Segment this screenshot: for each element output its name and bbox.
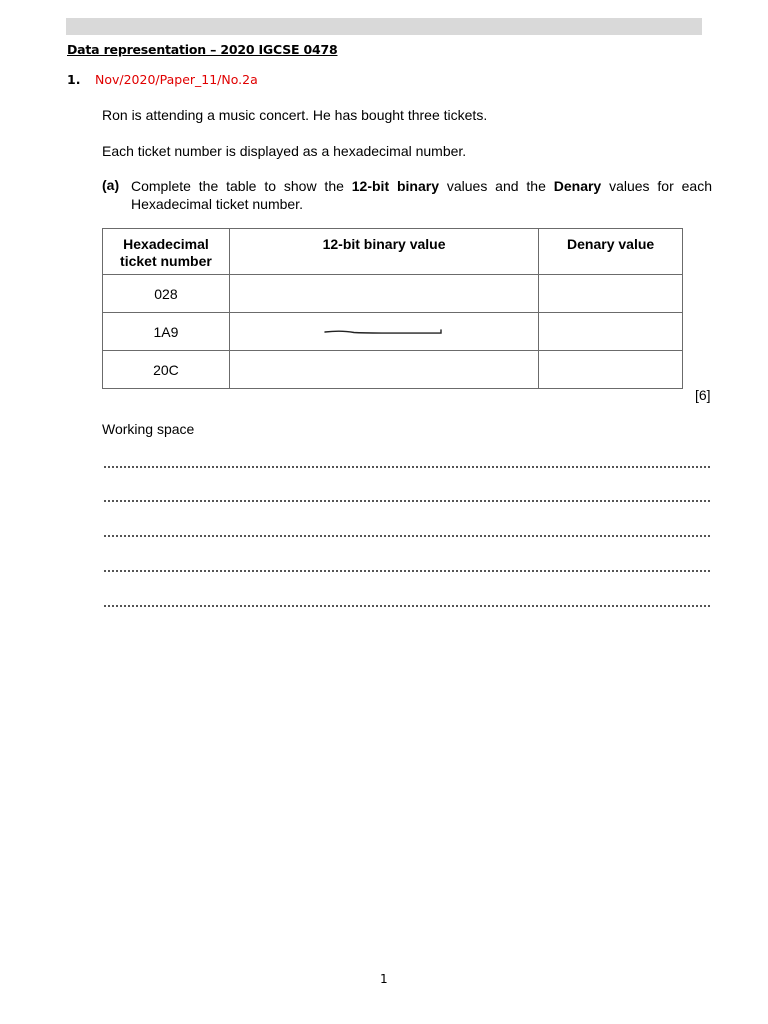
instruction-bold-binary: 12-bit binary xyxy=(351,178,439,194)
working-space-label: Working space xyxy=(102,421,195,437)
question-number: 1. xyxy=(67,72,81,87)
denary-answer-cell[interactable] xyxy=(539,351,683,389)
binary-answer-cell[interactable] xyxy=(229,313,538,351)
denary-answer-cell[interactable] xyxy=(539,275,683,313)
hex-cell: 1A9 xyxy=(103,313,230,351)
binary-answer-cell[interactable] xyxy=(229,275,538,313)
part-label: (a) xyxy=(102,177,120,193)
question-reference: Nov/2020/Paper_11/No.2a xyxy=(95,72,258,87)
header-hex xyxy=(103,229,230,275)
table-row xyxy=(103,313,683,351)
document-heading: Data representation – 2020 IGCSE 0478 xyxy=(67,42,338,57)
denary-answer-cell[interactable] xyxy=(539,313,683,351)
working-line[interactable] xyxy=(104,500,710,502)
table-row xyxy=(103,351,683,389)
hex-cell: 20C xyxy=(103,351,230,389)
marks-label: [6] xyxy=(695,387,711,403)
header-binary: 12-bit binary value xyxy=(229,229,538,275)
instruction-bold-denary: Denary xyxy=(553,178,602,194)
pen-scribble-mark xyxy=(324,327,446,337)
page-number: 1 xyxy=(380,972,388,986)
paragraph-2: Each ticket number is displayed as a hexadecimal number. xyxy=(102,143,467,159)
table-row xyxy=(103,275,683,313)
working-line[interactable] xyxy=(104,605,710,607)
header-denary: Denary value xyxy=(539,229,683,275)
instruction-text-3: values for each Hexadecimal ticket number. xyxy=(131,178,712,212)
working-line[interactable] xyxy=(104,535,710,537)
answer-table xyxy=(102,228,683,389)
table-header-row xyxy=(103,229,683,275)
header-hex-line2: ticket number xyxy=(120,253,212,269)
instruction-text-2: values and the xyxy=(438,178,554,194)
binary-answer-cell[interactable] xyxy=(229,351,538,389)
working-line[interactable] xyxy=(104,570,710,572)
working-line[interactable] xyxy=(104,466,710,468)
paragraph-1: Ron is attending a music concert. He has bought three tickets. xyxy=(102,107,488,123)
instruction-text-1: Complete the table to show the xyxy=(131,178,352,194)
hex-cell: 028 xyxy=(103,275,230,313)
header-hex-line1: Hexadecimal xyxy=(123,236,209,252)
header-bar xyxy=(66,18,702,35)
part-instruction xyxy=(131,177,712,213)
